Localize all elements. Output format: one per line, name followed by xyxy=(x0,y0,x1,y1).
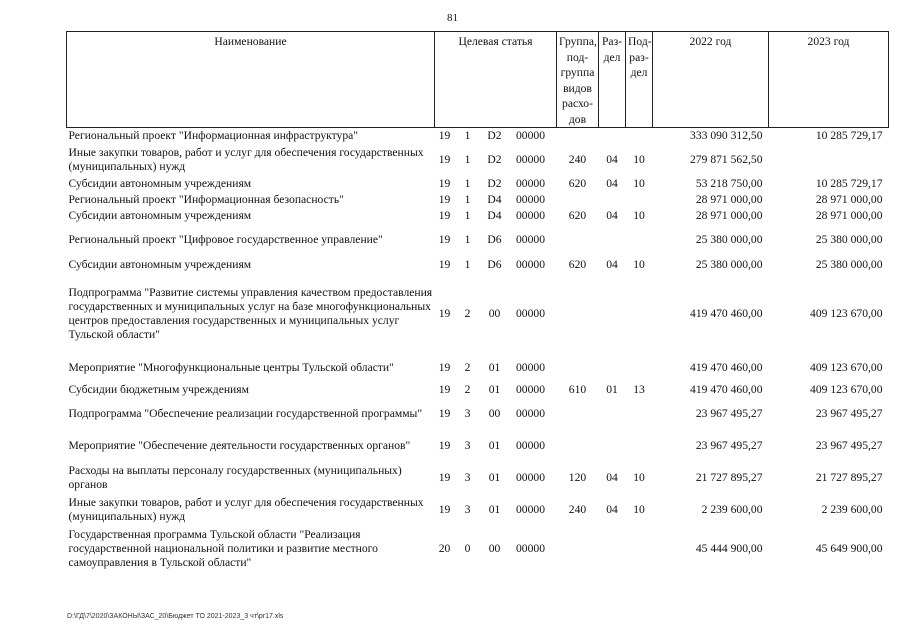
table-row xyxy=(67,398,889,430)
target-direction: 00000 xyxy=(516,382,545,396)
row-name: Мероприятие "Обеспечение деятельности государственных органов" xyxy=(68,438,411,452)
row-expense-group: 620 xyxy=(568,176,587,190)
row-name: Региональный проект "Цифровое государственное управление" xyxy=(68,232,383,246)
row-amount-2022: 25 380 000,00 xyxy=(695,232,763,246)
row-section: 01 xyxy=(606,382,618,396)
row-name: Государственная программа Тульской области "Реализация государственной национальной политики и развитие местного самоуправления в Тульской области" xyxy=(68,527,378,569)
row-target-article xyxy=(435,430,557,462)
row-subsection xyxy=(626,224,653,256)
target-program: 19 xyxy=(438,382,451,396)
target-program: 19 xyxy=(438,502,451,516)
file-path-footer: D:\ГД\7\2020\ЗАКОНЫ\ЗАС_20\Бюджет ТО 2021-2023_3 чт\pr17.xls xyxy=(67,613,284,620)
row-amount-2023: 28 971 000,00 xyxy=(815,192,883,206)
target-subprogram: 0 xyxy=(464,541,471,555)
target-direction: 00000 xyxy=(516,232,545,246)
row-expense-group xyxy=(557,192,599,208)
row-amount-2023: 21 727 895,27 xyxy=(815,470,883,484)
row-target-article xyxy=(435,382,557,398)
row-amount-2022: 21 727 895,27 xyxy=(695,470,763,484)
target-direction: 00000 xyxy=(516,360,545,374)
row-target-article xyxy=(435,462,557,494)
row-section xyxy=(599,398,626,430)
target-program: 19 xyxy=(438,232,451,246)
row-section xyxy=(599,274,626,354)
table-row xyxy=(67,462,889,494)
table-row xyxy=(67,128,889,144)
row-expense-group: 240 xyxy=(568,502,587,516)
target-direction: 00000 xyxy=(516,502,545,516)
row-amount-2023: 409 123 670,00 xyxy=(810,360,883,374)
target-program: 19 xyxy=(438,257,451,271)
table-row xyxy=(67,494,889,526)
row-name: Субсидии автономным учреждениям xyxy=(68,257,252,271)
row-name: Мероприятие "Многофункциональные центры Тульской области" xyxy=(68,360,394,374)
target-direction: 00000 xyxy=(516,541,545,555)
target-direction: 00000 xyxy=(516,438,545,452)
row-subsection: 13 xyxy=(633,382,645,396)
target-direction: 00000 xyxy=(516,128,545,142)
target-subprogram: 2 xyxy=(464,360,471,374)
row-amount-2022: 333 090 312,50 xyxy=(690,128,763,142)
row-section: 04 xyxy=(606,470,618,484)
row-subsection xyxy=(626,354,653,382)
row-subsection xyxy=(626,128,653,144)
row-subsection: 10 xyxy=(633,176,645,190)
target-event: 01 xyxy=(488,360,501,374)
target-subprogram: 3 xyxy=(464,438,471,452)
row-target-article xyxy=(435,354,557,382)
target-event: 01 xyxy=(488,438,501,452)
target-subprogram: 1 xyxy=(464,176,471,190)
row-subsection: 10 xyxy=(633,208,645,222)
target-event: D2 xyxy=(487,152,502,166)
table-row xyxy=(67,526,889,572)
target-program: 19 xyxy=(438,470,451,484)
header-subsection: Под-раз-дел xyxy=(626,32,653,128)
target-subprogram: 3 xyxy=(464,502,471,516)
target-event: 00 xyxy=(488,306,501,320)
page-number: 81 xyxy=(447,12,458,24)
row-section xyxy=(599,192,626,208)
target-subprogram: 1 xyxy=(464,232,471,246)
row-amount-2022: 45 444 900,00 xyxy=(695,541,763,555)
row-section: 04 xyxy=(606,208,618,222)
row-subsection xyxy=(626,526,653,572)
target-program: 19 xyxy=(438,208,451,222)
row-amount-2022: 419 470 460,00 xyxy=(690,360,763,374)
target-subprogram: 1 xyxy=(464,208,471,222)
target-program: 20 xyxy=(438,541,451,555)
row-expense-group: 620 xyxy=(568,257,587,271)
target-subprogram: 2 xyxy=(464,382,471,396)
target-program: 19 xyxy=(438,176,451,190)
target-program: 19 xyxy=(438,128,451,142)
target-event: D4 xyxy=(487,208,502,222)
row-amount-2023: 23 967 495,27 xyxy=(815,438,883,452)
row-target-article xyxy=(435,526,557,572)
row-target-article xyxy=(435,176,557,192)
header-year-2022: 2022 год xyxy=(653,32,769,128)
row-expense-group: 120 xyxy=(568,470,587,484)
target-event: D4 xyxy=(487,192,502,206)
row-amount-2023: 28 971 000,00 xyxy=(815,208,883,222)
row-amount-2022: 2 239 600,00 xyxy=(701,502,763,516)
target-direction: 00000 xyxy=(516,176,545,190)
table-row xyxy=(67,354,889,382)
row-target-article xyxy=(435,208,557,224)
target-direction: 00000 xyxy=(516,208,545,222)
row-expense-group xyxy=(557,224,599,256)
header-group: Группа, под-группа видов расхо-дов xyxy=(557,32,599,128)
row-amount-2023: 10 285 729,17 xyxy=(815,176,883,190)
row-section xyxy=(599,354,626,382)
row-amount-2022: 23 967 495,27 xyxy=(695,406,763,420)
target-event: 00 xyxy=(488,541,501,555)
target-program: 19 xyxy=(438,306,451,320)
target-direction: 00000 xyxy=(516,470,545,484)
table-row xyxy=(67,256,889,274)
target-event: D2 xyxy=(487,128,502,142)
row-target-article xyxy=(435,494,557,526)
row-amount-2022: 279 871 562,50 xyxy=(690,152,763,166)
row-amount-2023: 2 239 600,00 xyxy=(821,502,883,516)
row-name: Региональный проект "Информационная безопасность" xyxy=(68,192,344,206)
row-expense-group xyxy=(557,128,599,144)
row-expense-group xyxy=(557,398,599,430)
row-amount-2022: 25 380 000,00 xyxy=(695,257,763,271)
row-section: 04 xyxy=(606,176,618,190)
target-event: D6 xyxy=(487,232,502,246)
row-target-article xyxy=(435,274,557,354)
row-name: Субсидии автономным учреждениям xyxy=(68,208,252,222)
table-row xyxy=(67,208,889,224)
header-year-2023: 2023 год xyxy=(769,32,889,128)
target-program: 19 xyxy=(438,406,451,420)
row-name: Подпрограмма "Развитие системы управления качеством предоставления государственных и муниципальных услуг на базе многофункциональных центров предоставления государственных и муниципальных услуг Тульской области" xyxy=(68,285,433,341)
row-subsection xyxy=(626,430,653,462)
row-expense-group xyxy=(557,430,599,462)
target-event: 01 xyxy=(488,470,501,484)
row-name: Региональный проект "Информационная инфраструктура" xyxy=(68,128,359,142)
target-direction: 00000 xyxy=(516,406,545,420)
row-amount-2022: 23 967 495,27 xyxy=(695,438,763,452)
target-subprogram: 3 xyxy=(464,470,471,484)
row-section: 04 xyxy=(606,257,618,271)
table-row xyxy=(67,274,889,354)
row-name: Иные закупки товаров, работ и услуг для обеспечения государственных (муниципальных) нужд xyxy=(68,495,424,523)
target-subprogram: 1 xyxy=(464,257,471,271)
row-section: 04 xyxy=(606,152,618,166)
row-expense-group xyxy=(557,354,599,382)
target-event: 01 xyxy=(488,502,501,516)
row-name: Субсидии бюджетным учреждениям xyxy=(68,382,249,396)
target-direction: 00000 xyxy=(516,152,545,166)
table-header-row xyxy=(67,32,889,128)
header-target: Целевая статья xyxy=(435,32,557,128)
target-program: 19 xyxy=(438,438,451,452)
row-section xyxy=(599,128,626,144)
row-subsection: 10 xyxy=(633,470,645,484)
row-subsection xyxy=(626,274,653,354)
table-row xyxy=(67,192,889,208)
row-amount-2023: 25 380 000,00 xyxy=(815,232,883,246)
row-amount-2023: 409 123 670,00 xyxy=(810,382,883,396)
row-expense-group: 240 xyxy=(568,152,587,166)
row-target-article xyxy=(435,224,557,256)
row-amount-2022: 28 971 000,00 xyxy=(695,192,763,206)
row-target-article xyxy=(435,128,557,144)
table-body xyxy=(67,128,889,572)
target-program: 19 xyxy=(438,192,451,206)
row-section xyxy=(599,430,626,462)
row-name: Иные закупки товаров, работ и услуг для обеспечения государственных (муниципальных) нужд xyxy=(68,145,424,173)
target-direction: 00000 xyxy=(516,257,545,271)
row-amount-2023: 23 967 495,27 xyxy=(815,406,883,420)
table-row xyxy=(67,144,889,176)
row-section: 04 xyxy=(606,502,618,516)
row-amount-2023 xyxy=(769,144,889,176)
header-name: Наименование xyxy=(67,32,435,128)
table-row xyxy=(67,224,889,256)
row-target-article xyxy=(435,144,557,176)
row-subsection: 10 xyxy=(633,502,645,516)
header-section: Раз-дел xyxy=(599,32,626,128)
target-direction: 00000 xyxy=(516,306,545,320)
row-expense-group xyxy=(557,274,599,354)
row-name: Подпрограмма "Обеспечение реализации государственной программы" xyxy=(68,406,423,420)
target-subprogram: 1 xyxy=(464,192,471,206)
row-name: Субсидии автономным учреждениям xyxy=(68,176,252,190)
target-event: D2 xyxy=(487,176,502,190)
row-subsection xyxy=(626,192,653,208)
row-amount-2022: 28 971 000,00 xyxy=(695,208,763,222)
row-target-article xyxy=(435,192,557,208)
row-section xyxy=(599,224,626,256)
budget-table xyxy=(66,31,889,572)
row-subsection: 10 xyxy=(633,152,645,166)
row-subsection xyxy=(626,398,653,430)
target-program: 19 xyxy=(438,360,451,374)
row-amount-2023: 45 649 900,00 xyxy=(815,541,883,555)
target-event: 01 xyxy=(488,382,501,396)
row-subsection: 10 xyxy=(633,257,645,271)
table-row xyxy=(67,430,889,462)
target-subprogram: 1 xyxy=(464,128,471,142)
row-target-article xyxy=(435,398,557,430)
target-event: D6 xyxy=(487,257,502,271)
target-subprogram: 2 xyxy=(464,306,471,320)
target-direction: 00000 xyxy=(516,192,545,206)
row-expense-group: 620 xyxy=(568,208,587,222)
row-amount-2022: 53 218 750,00 xyxy=(695,176,763,190)
row-name: Расходы на выплаты персоналу государственных (муниципальных) органов xyxy=(68,463,402,491)
target-event: 00 xyxy=(488,406,501,420)
target-subprogram: 3 xyxy=(464,406,471,420)
table-row xyxy=(67,382,889,398)
row-amount-2023: 10 285 729,17 xyxy=(815,128,883,142)
target-subprogram: 1 xyxy=(464,152,471,166)
row-amount-2022: 419 470 460,00 xyxy=(690,306,763,320)
row-target-article xyxy=(435,256,557,274)
row-amount-2023: 25 380 000,00 xyxy=(815,257,883,271)
table-row xyxy=(67,176,889,192)
row-amount-2023: 409 123 670,00 xyxy=(810,306,883,320)
row-section xyxy=(599,526,626,572)
row-expense-group: 610 xyxy=(568,382,587,396)
row-expense-group xyxy=(557,526,599,572)
target-program: 19 xyxy=(438,152,451,166)
row-amount-2022: 419 470 460,00 xyxy=(690,382,763,396)
